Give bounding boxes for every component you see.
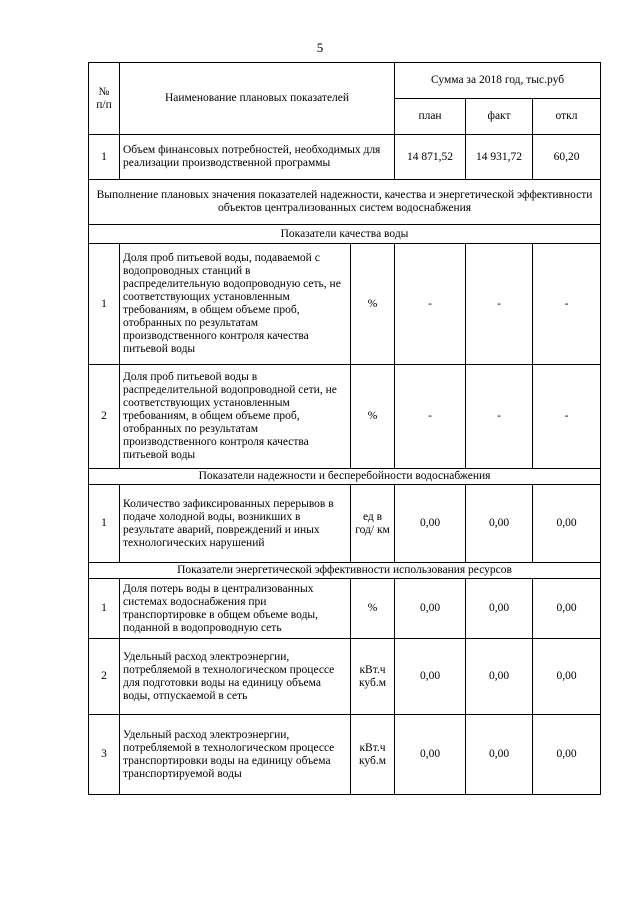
finance-num: 1 (89, 135, 120, 180)
energy-3-dev: 0,00 (533, 715, 601, 795)
energy-2-num: 2 (89, 639, 120, 715)
quality-1-num: 1 (89, 244, 120, 365)
energy-1-dev: 0,00 (533, 579, 601, 639)
section-reliability: Показатели надежности и бесперебойности водоснабжения (89, 469, 601, 485)
header-plan: план (395, 99, 466, 135)
energy-1-plan: 0,00 (395, 579, 466, 639)
finance-fact: 14 931,72 (466, 135, 533, 180)
quality-2-num: 2 (89, 365, 120, 469)
header-name: Наименование плановых показателей (120, 63, 395, 135)
reliability-1-dev: 0,00 (533, 485, 601, 563)
energy-2-plan: 0,00 (395, 639, 466, 715)
energy-3-num: 3 (89, 715, 120, 795)
energy-1-fact: 0,00 (466, 579, 533, 639)
energy-1-num: 1 (89, 579, 120, 639)
energy-1-unit: % (351, 579, 395, 639)
reliability-1-name: Количество зафиксированных перерывов в подаче холодной воды, возникших в результате аварий, повреждений и иных технологических нарушений (120, 485, 351, 563)
quality-1-unit: % (351, 244, 395, 365)
quality-2-name: Доля проб питьевой воды в распределительной водопроводной сети, не соответствующих установленным требованиям, в общем объеме проб, отобранных по результатам производственного контроля качества питьевой воды (120, 365, 351, 469)
quality-1-plan: - (395, 244, 466, 365)
finance-plan: 14 871,52 (395, 135, 466, 180)
section-energy: Показатели энергетической эффективности использования ресурсов (89, 563, 601, 579)
energy-3-fact: 0,00 (466, 715, 533, 795)
quality-2-dev: - (533, 365, 601, 469)
reliability-1-fact: 0,00 (466, 485, 533, 563)
energy-3-name: Удельный расход электроэнергии, потребляемой в технологическом процессе транспортировки воды на единицу объема транспортируемой воды (120, 715, 351, 795)
reliability-1-plan: 0,00 (395, 485, 466, 563)
section-main: Выполнение плановых значения показателей надежности, качества и энергетической эффективности объектов централизованных систем водоснабжения (89, 180, 601, 225)
energy-2-unit: кВт.ч куб.м (351, 639, 395, 715)
indicators-table (88, 62, 601, 795)
reliability-1-unit: ед в год/ км (351, 485, 395, 563)
quality-1-fact: - (466, 244, 533, 365)
reliability-1-num: 1 (89, 485, 120, 563)
header-num: № п/п (89, 63, 120, 135)
quality-1-name: Доля проб питьевой воды, подаваемой с водопроводных станций в распределительную водопроводную сеть, не соответствующих установленным требованиям, в общем объеме проб, отобранных по результатам производственного контроля качества питьевой воды (120, 244, 351, 365)
quality-2-fact: - (466, 365, 533, 469)
energy-2-dev: 0,00 (533, 639, 601, 715)
quality-2-unit: % (351, 365, 395, 469)
energy-3-unit: кВт.ч куб.м (351, 715, 395, 795)
energy-2-fact: 0,00 (466, 639, 533, 715)
finance-name: Объем финансовых потребностей, необходимых для реализации производственной программы (120, 135, 395, 180)
header-sum: Сумма за 2018 год, тыс.руб (395, 63, 601, 99)
quality-1-dev: - (533, 244, 601, 365)
quality-2-plan: - (395, 365, 466, 469)
page-number: 5 (316, 40, 324, 55)
header-fact: факт (466, 99, 533, 135)
energy-2-name: Удельный расход электроэнергии, потребляемой в технологическом процессе для подготовки воды на единицу объема воды, отпускаемой в сеть (120, 639, 351, 715)
energy-1-name: Доля потерь воды в централизованных системах водоснабжения при транспортировке в общем объеме воды, поданной в водопроводную сеть (120, 579, 351, 639)
energy-3-plan: 0,00 (395, 715, 466, 795)
header-dev: откл (533, 99, 601, 135)
finance-dev: 60,20 (533, 135, 601, 180)
section-quality: Показатели качества воды (89, 225, 601, 244)
